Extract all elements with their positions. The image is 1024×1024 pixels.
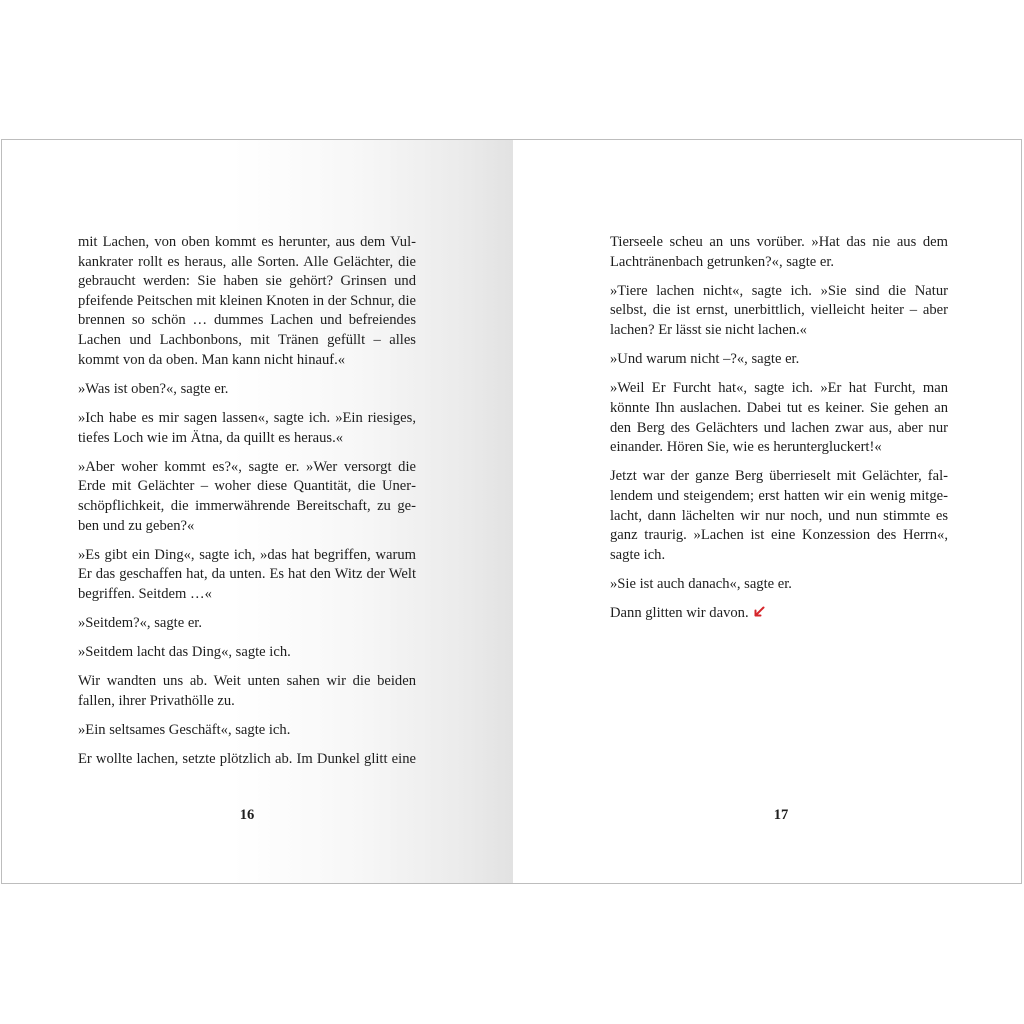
last-paragraph (610, 604, 948, 624)
page-number-left: 16 (239, 807, 255, 823)
paragraph: mit Lachen, von oben kommt es herunter, aus dem Vulkankrater rollt es heraus, alle Sorten. Alle Gelächter, die gebraucht werden: Sie haben sie gehört? Grinsen und pfeifende Peitschen mit kleinen Knoten in der Schnur, die brennen so schön … dummes Lachen und befreiendes Lachen und Lachbonbons, mit Tränen gefüllt – alles kommt von da oben. Man kann nicht hinauf.« (78, 234, 416, 368)
book-spread (1, 139, 1022, 884)
paragraph: »Was ist oben?«, sagte er. (78, 380, 229, 397)
last-paragraph-text: Dann glitten wir davon. (610, 605, 749, 622)
paragraph: »Es gibt ein Ding«, sagte ich, »das hat begriffen, warum Er das geschaffen hat, da unten. Es hat den Witz der Welt begriffen. Seitdem …« (78, 546, 416, 602)
red-arrow-end-mark-icon (753, 605, 765, 617)
left-page (2, 140, 513, 883)
page-number-right: 17 (773, 807, 789, 823)
paragraph: Er wollte lachen, setzte plötzlich ab. Im Dunkel glitt eine (78, 751, 416, 768)
right-page (513, 140, 1021, 883)
paragraph: »Seitdem lacht das Ding«, sagte ich. (78, 644, 291, 661)
paragraph: Wir wandten uns ab. Weit unten sahen wir die beiden fallen, ihrer Privathölle zu. (78, 673, 416, 710)
paragraph: »Ein seltsames Geschäft«, sagte ich. (78, 722, 291, 739)
paragraph: »Aber woher kommt es?«, sagte er. »Wer versorgt die Erde mit Gelächter – woher diese Quantität, die Unerschöpflichkeit, die immerwährende Bereitschaft, zu geben und zu geben?« (78, 458, 416, 534)
right-page-text (610, 233, 948, 633)
paragraph: »Weil Er Furcht hat«, sagte ich. »Er hat Furcht, man könnte Ihn auslachen. Dabei tut es keiner. Sie gehen an den Berg des Gelächters und lachen zwar aus, aber nur einander. Hören Sie, wie es heruntergluckert!« (610, 380, 948, 456)
paragraph: »Tiere lachen nicht«, sagte ich. »Sie sind die Natur selbst, die ist ernst, unerbittlich, vielleicht heiter – aber lachen? Er lässt sie nicht lachen.« (610, 282, 948, 338)
paragraph: »Ich habe es mir sagen lassen«, sagte ich. »Ein riesiges, tiefes Loch wie im Ätna, da quillt es heraus.« (78, 409, 416, 446)
paragraph: »Seitdem?«, sagte er. (78, 615, 203, 632)
paragraph: Tierseele scheu an uns vorüber. »Hat das nie aus dem Lachtränenbach getrunken?«, sagte er. (610, 234, 948, 270)
left-page-text (78, 233, 416, 780)
paragraph: Jetzt war der ganze Berg überrieselt mit Gelächter, fallendem und steigendem; erst hatten wir ein wenig mitgelacht, dann lächelten wir nur noch, und nun stimmte es ganz traurig. »Lachen ist eine Konzession des Herrn«, sagte ich. (610, 468, 948, 563)
paragraph: »Und warum nicht –?«, sagte er. (610, 351, 800, 368)
paragraph: »Sie ist auch danach«, sagte er. (610, 575, 792, 592)
